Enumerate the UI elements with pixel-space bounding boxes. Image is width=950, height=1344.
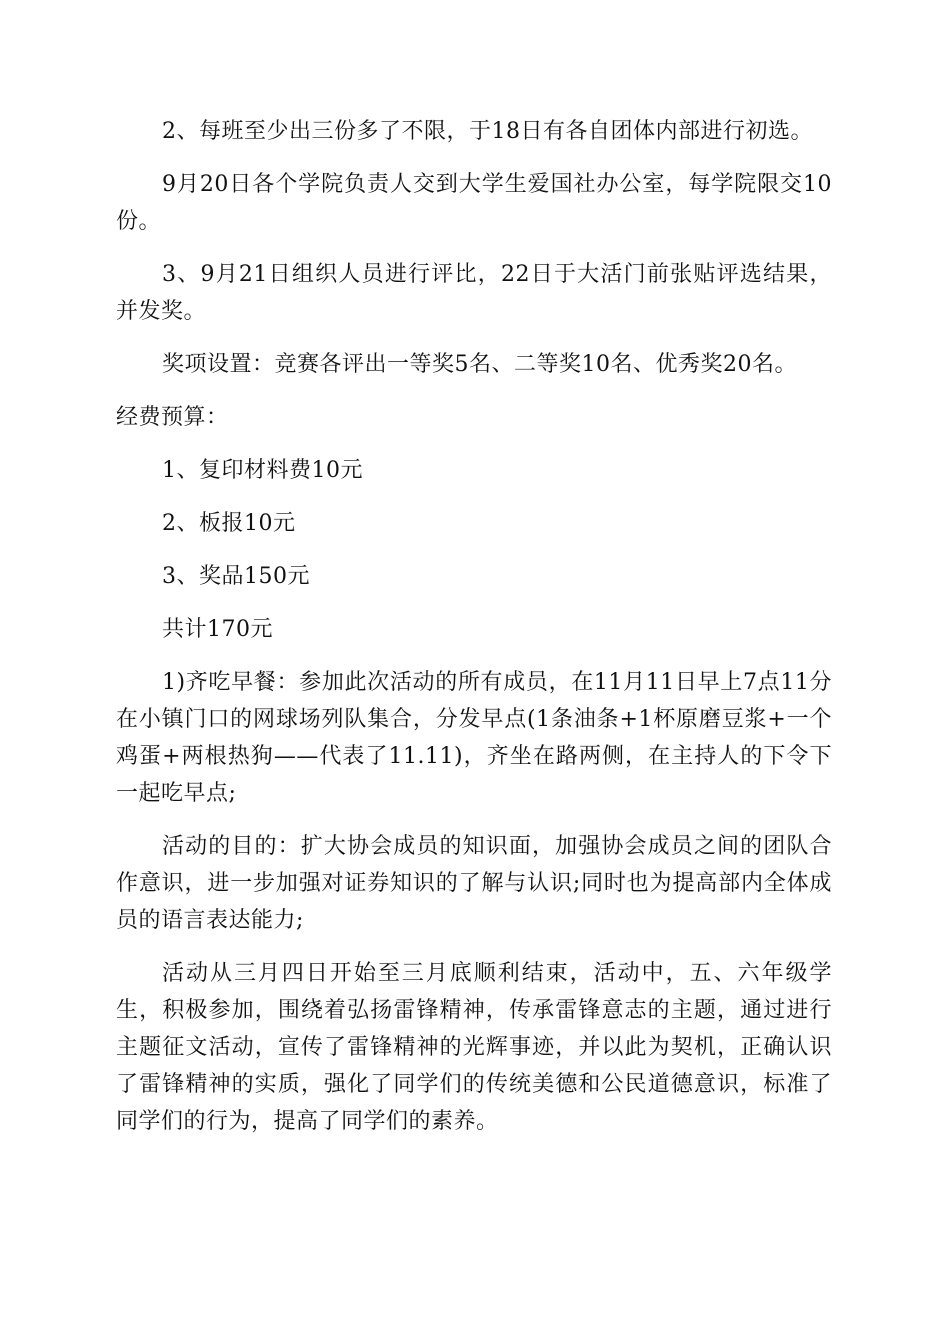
paragraph-activity-summary: 活动从三月四日开始至三月底顺利结束，活动中，五、六年级学生，积极参加，围绕着弘扬雷锋精神，传承雷锋意志的主题，通过进行主题征文活动，宣传了雷锋精神的光辉事迹，并以此为契机，正确认识了雷锋精神的实质，强化了同学们的传统美德和公民道德意识，标准了同学们的行为，提高了同学们的素养。: [116, 961, 832, 1134]
paragraph-submission-deadline: 9月20日各个学院负责人交到大学生爱国社办公室，每学院限交10份。: [116, 172, 832, 234]
budget-total: 共计170元: [162, 617, 273, 642]
paragraph-judging-schedule: 3、9月21日组织人员进行评比，22日于大活门前张贴评选结果，并发奖。: [116, 262, 832, 324]
paragraph-breakfast: 1)齐吃早餐：参加此次活动的所有成员，在11月11日早上7点11分在小镇门口的网球场列队集合，分发早点(1条油条+1杯原磨豆浆+一个鸡蛋+两根热狗——代表了11.11)，齐坐在路两侧，在主持人的下令下一起吃早点;: [116, 670, 832, 806]
paragraph-selection-rule: 2、每班至少出三份多了不限，于18日有各自团体内部进行初选。: [162, 119, 813, 144]
budget-item-prizes: 3、奖品150元: [162, 564, 310, 589]
budget-item-board: 2、板报10元: [162, 511, 296, 536]
paragraph-awards: 奖项设置：竞赛各评出一等奖5名、二等奖10名、优秀奖20名。: [162, 352, 797, 377]
section-heading-budget: 经费预算：: [116, 405, 229, 430]
paragraph-activity-purpose: 活动的目的：扩大协会成员的知识面，加强协会成员之间的团队合作意识，进一步加强对证券知识的了解与认识;同时也为提高部内全体成员的语言表达能力;: [116, 834, 832, 933]
document-body: [116, 113, 832, 1140]
budget-item-printing: 1、复印材料费10元: [162, 458, 363, 483]
